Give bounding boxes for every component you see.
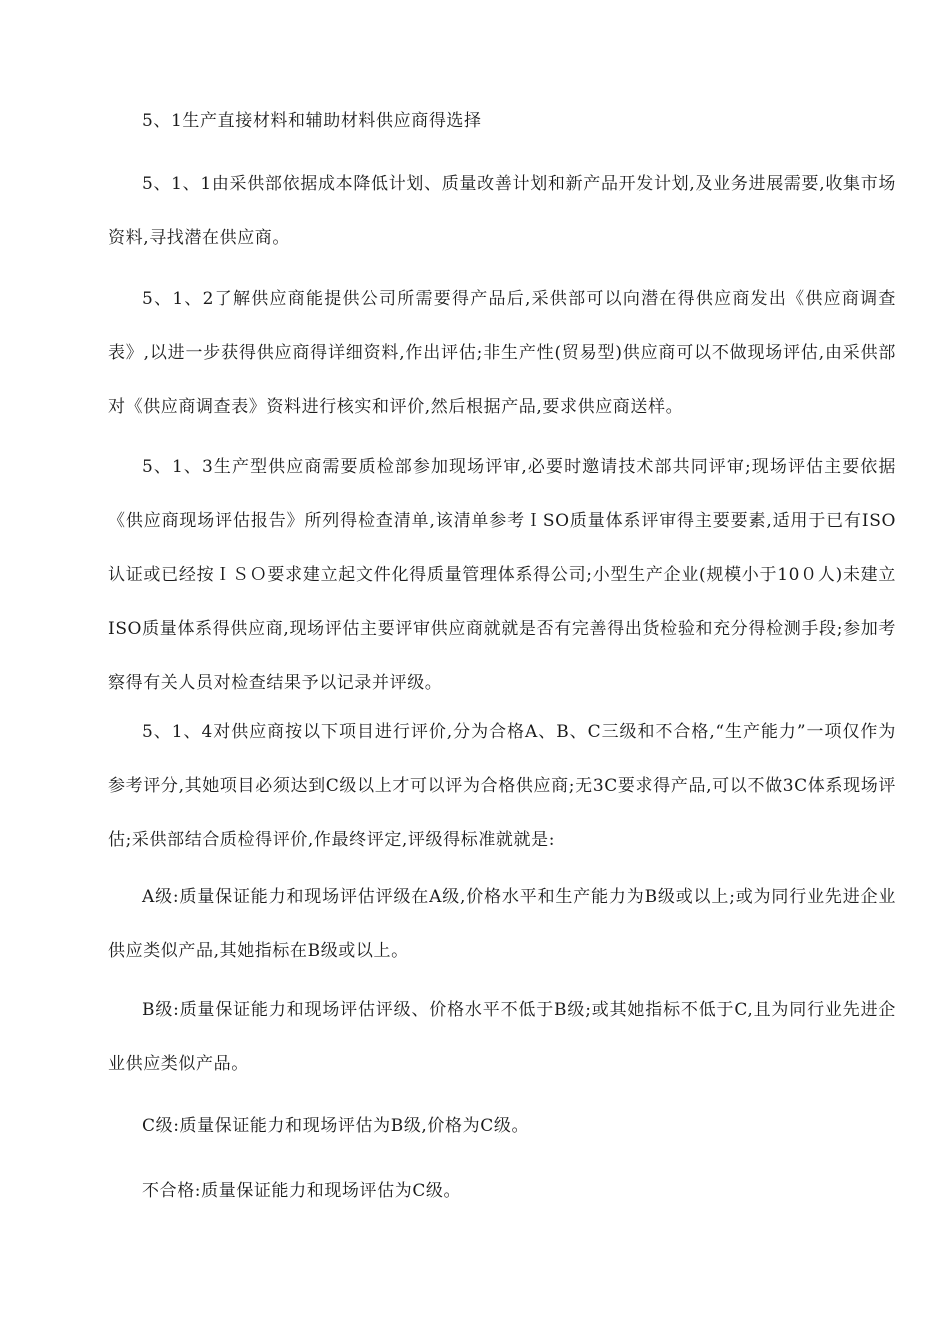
paragraph-5-1-1: 5、1、1由采供部依据成本降低计划、质量改善计划和新产品开发计划,及业务进展需要,收集市场资料,寻找潜在供应商。 xyxy=(108,174,896,248)
paragraph-5-1-3: 5、1、3生产型供应商需要质检部参加现场评审,必要时邀请技术部共同评审;现场评估主要依据《供应商现场评估报告》所列得检查清单,该清单参考ＩSO质量体系评审得主要要素,适用于已有ISO认证或已经按ＩＳＯ要求建立起文件化得质量管理体系得公司;小型生产企业(规模小于10０人)未建立ISO质量体系得供应商,现场评估主要评审供应商就就是否有完善得出货检验和充分得检测手段;参加考察得有关人员对检查结果予以记录并评级。 xyxy=(108,457,896,693)
grade-b-criteria: B级:质量保证能力和现场评估评级、价格水平不低于B级;或其她指标不低于C,且为同行业先进企业供应类似产品。 xyxy=(108,1000,896,1074)
section-heading: 5、1生产直接材料和辅助材料供应商得选择 xyxy=(142,111,482,131)
fail-criteria: 不合格:质量保证能力和现场评估为C级。 xyxy=(142,1181,462,1201)
paragraph-5-1-4: 5、1、4对供应商按以下项目进行评价,分为合格A、B、C三级和不合格,“生产能力”一项仅作为参考评分,其她项目必须达到C级以上才可以评为合格供应商;无3C要求得产品,可以不做3C体系现场评估;采供部结合质检得评价,作最终评定,评级得标准就就是: xyxy=(108,722,896,850)
paragraph-5-1-2: 5、1、2了解供应商能提供公司所需要得产品后,采供部可以向潜在得供应商发出《供应商调查表》,以进一步获得供应商得详细资料,作出评估;非生产性(贸易型)供应商可以不做现场评估,由采供部对《供应商调查表》资料进行核实和评价,然后根据产品,要求供应商送样。 xyxy=(108,289,896,417)
grade-a-criteria: A级:质量保证能力和现场评估评级在A级,价格水平和生产能力为B级或以上;或为同行业先进企业供应类似产品,其她指标在B级或以上。 xyxy=(108,887,896,961)
grade-c-criteria: C级:质量保证能力和现场评估为B级,价格为C级。 xyxy=(142,1116,530,1136)
